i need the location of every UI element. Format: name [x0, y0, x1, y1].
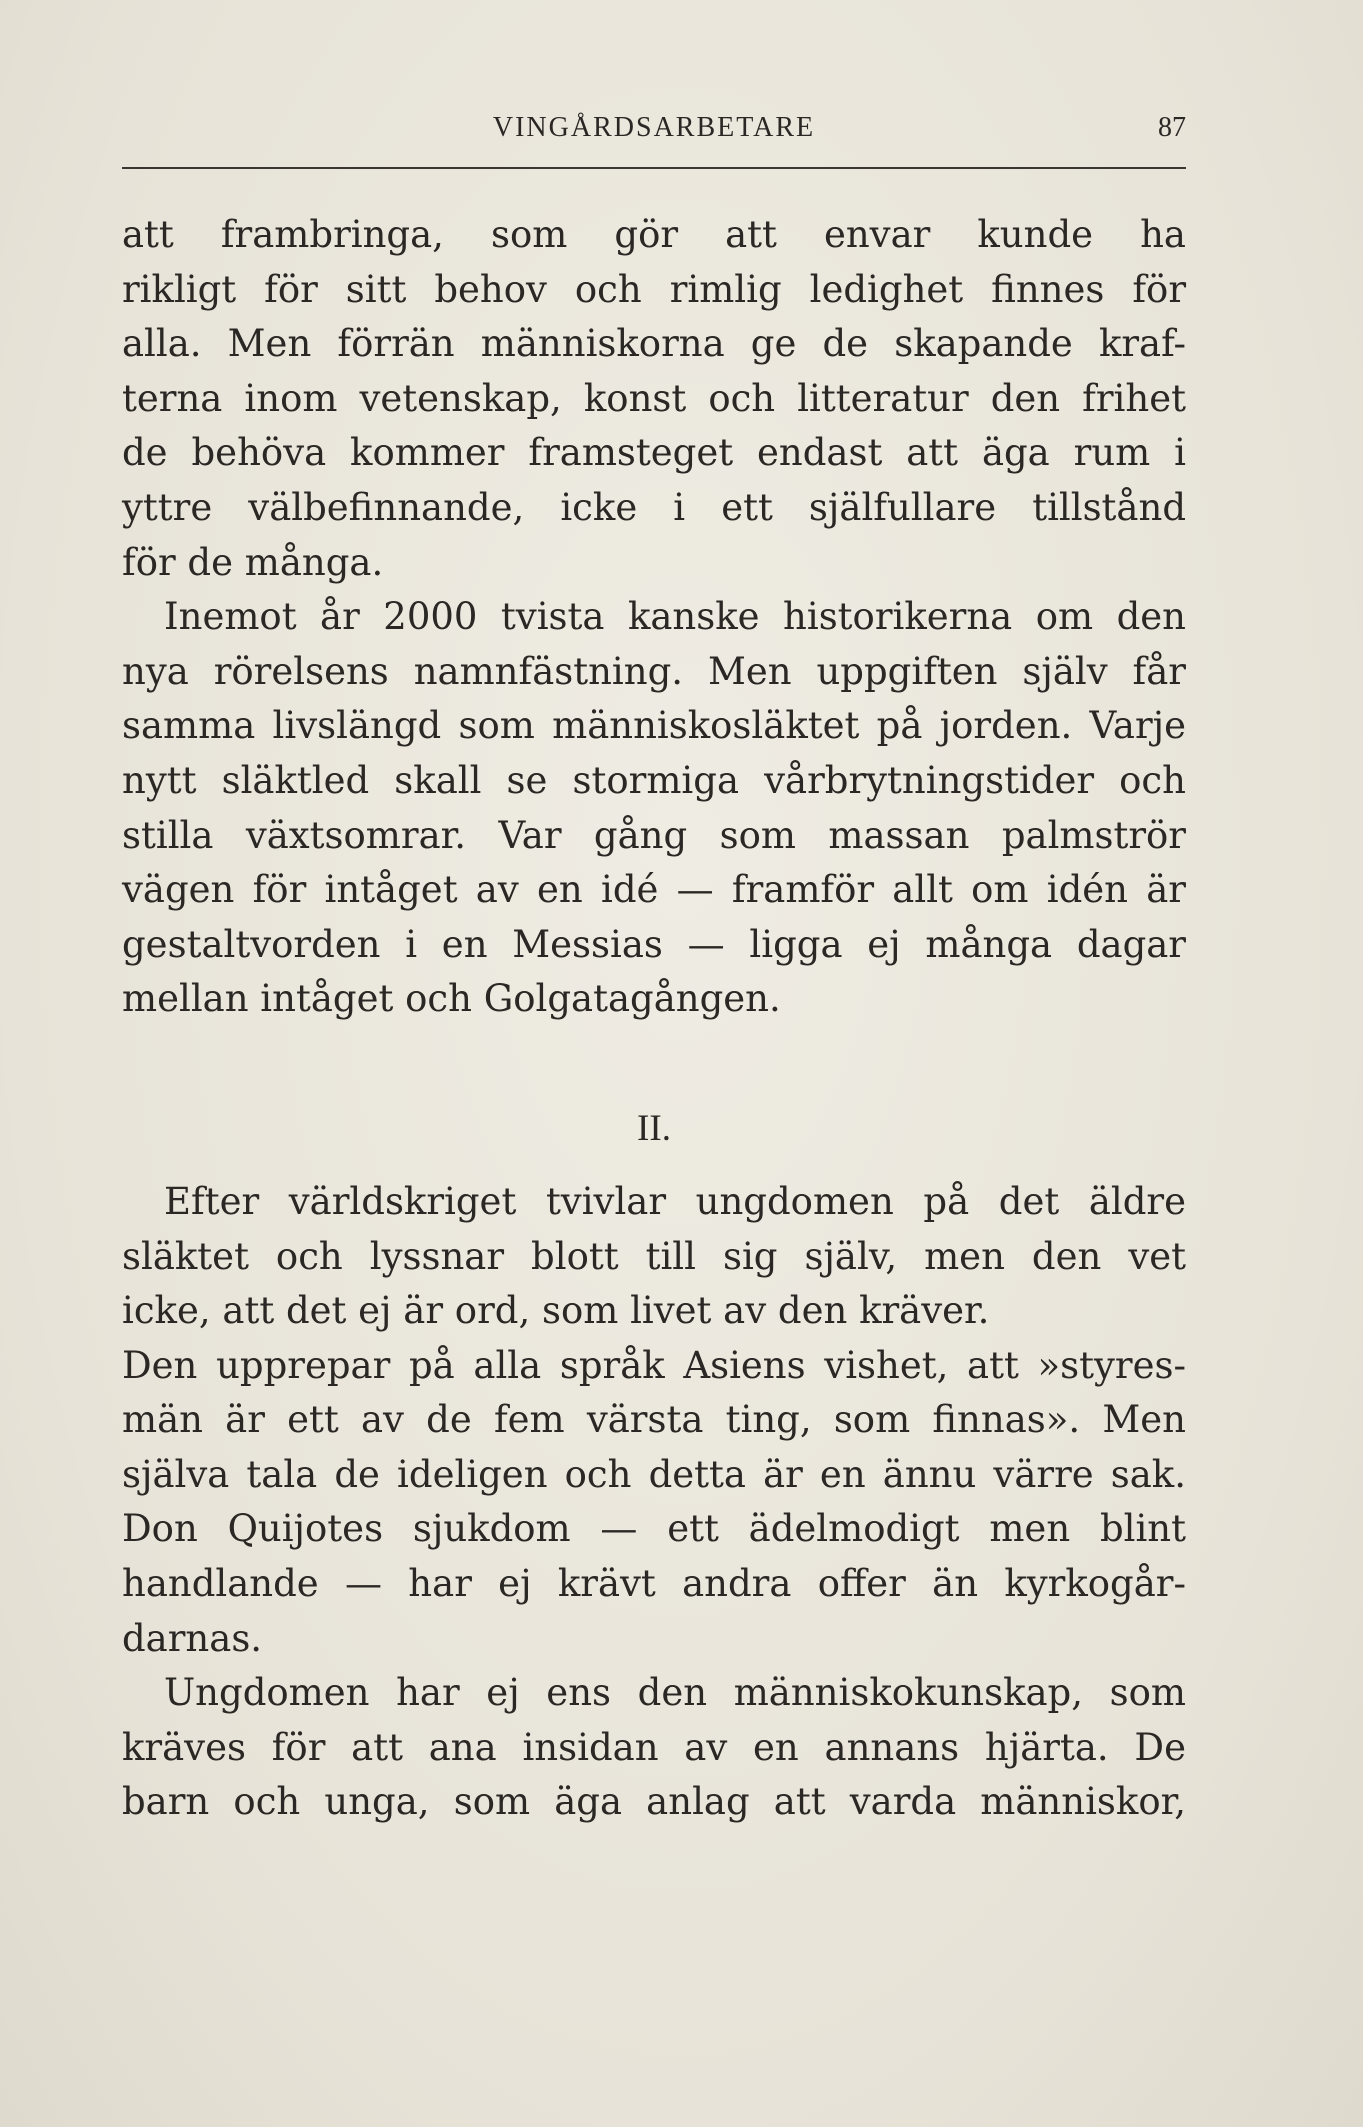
text-line: Efter världskriget tvivlar ungdomen på det äldre — [164, 1179, 1186, 1223]
page-number: 87 — [1158, 112, 1186, 143]
text-line: rikligt för sitt behov och rimlig ledighet finnes för — [122, 267, 1186, 311]
text-line: handlande — har ej krävt andra offer än kyrkogår- — [122, 1562, 1186, 1606]
text-line: terna inom vetenskap, konst och litteratur den frihet — [122, 376, 1186, 420]
text-line: stilla växtsomrar. Var gång som massan palmströr — [122, 813, 1186, 857]
text-line: män är ett av de fem värsta ting, som finnas». Men — [122, 1398, 1186, 1442]
text-line: de behöva kommer framsteget endast att äga rum i — [122, 431, 1186, 475]
text-line: mellan intåget och Golgatagången. — [122, 977, 781, 1021]
text-line: släktet och lyssnar blott till sig själv, men den vet — [122, 1234, 1186, 1278]
text-line: barn och unga, som äga anlag att varda människor, — [122, 1780, 1186, 1824]
text-line: yttre välbefinnande, icke i ett själfullare tillstånd — [122, 485, 1186, 529]
page-header — [122, 108, 1186, 156]
running-head: VINGÅRDSARBETARE — [492, 112, 816, 143]
text-line: Inemot år 2000 tvista kanske historikerna om den — [164, 595, 1186, 639]
text-line: alla. Men förrän människorna ge de skapande kraf- — [122, 322, 1186, 366]
body-text — [122, 208, 1186, 1830]
text-line: vägen för intåget av en idé — framför allt om idén är — [122, 868, 1186, 912]
text-line: kräves för att ana insidan av en annans hjärta. De — [122, 1725, 1186, 1769]
section-gap — [122, 1027, 1186, 1083]
text-line: samma livslängd som människosläktet på jorden. Varje — [122, 704, 1186, 748]
text-line: gestaltvorden i en Messias — ligga ej många dagar — [122, 922, 1186, 966]
header-rule — [122, 167, 1186, 169]
text-line: Den upprepar på alla språk Asiens vishet, att »styres- — [122, 1343, 1186, 1387]
text-line: icke, att det ej är ord, som livet av den kräver. — [122, 1289, 990, 1333]
text-line: för de många. — [122, 540, 384, 584]
text-line: själva tala de ideligen och detta är en ännu värre sak. — [122, 1452, 1186, 1496]
text-line: Don Quijotes sjukdom — ett ädelmodigt men blint — [122, 1507, 1186, 1551]
text-line: nytt släktled skall se stormiga vårbrytningstider och — [122, 758, 1186, 802]
text-line: nya rörelsens namnfästning. Men uppgiften själv får — [122, 649, 1186, 693]
text-line: Ungdomen har ej ens den människokunskap, som — [164, 1671, 1186, 1715]
text-line: darnas. — [122, 1616, 263, 1660]
text-line: att frambringa, som gör att envar kunde ha — [122, 213, 1186, 256]
section-heading: II. — [637, 1107, 671, 1149]
